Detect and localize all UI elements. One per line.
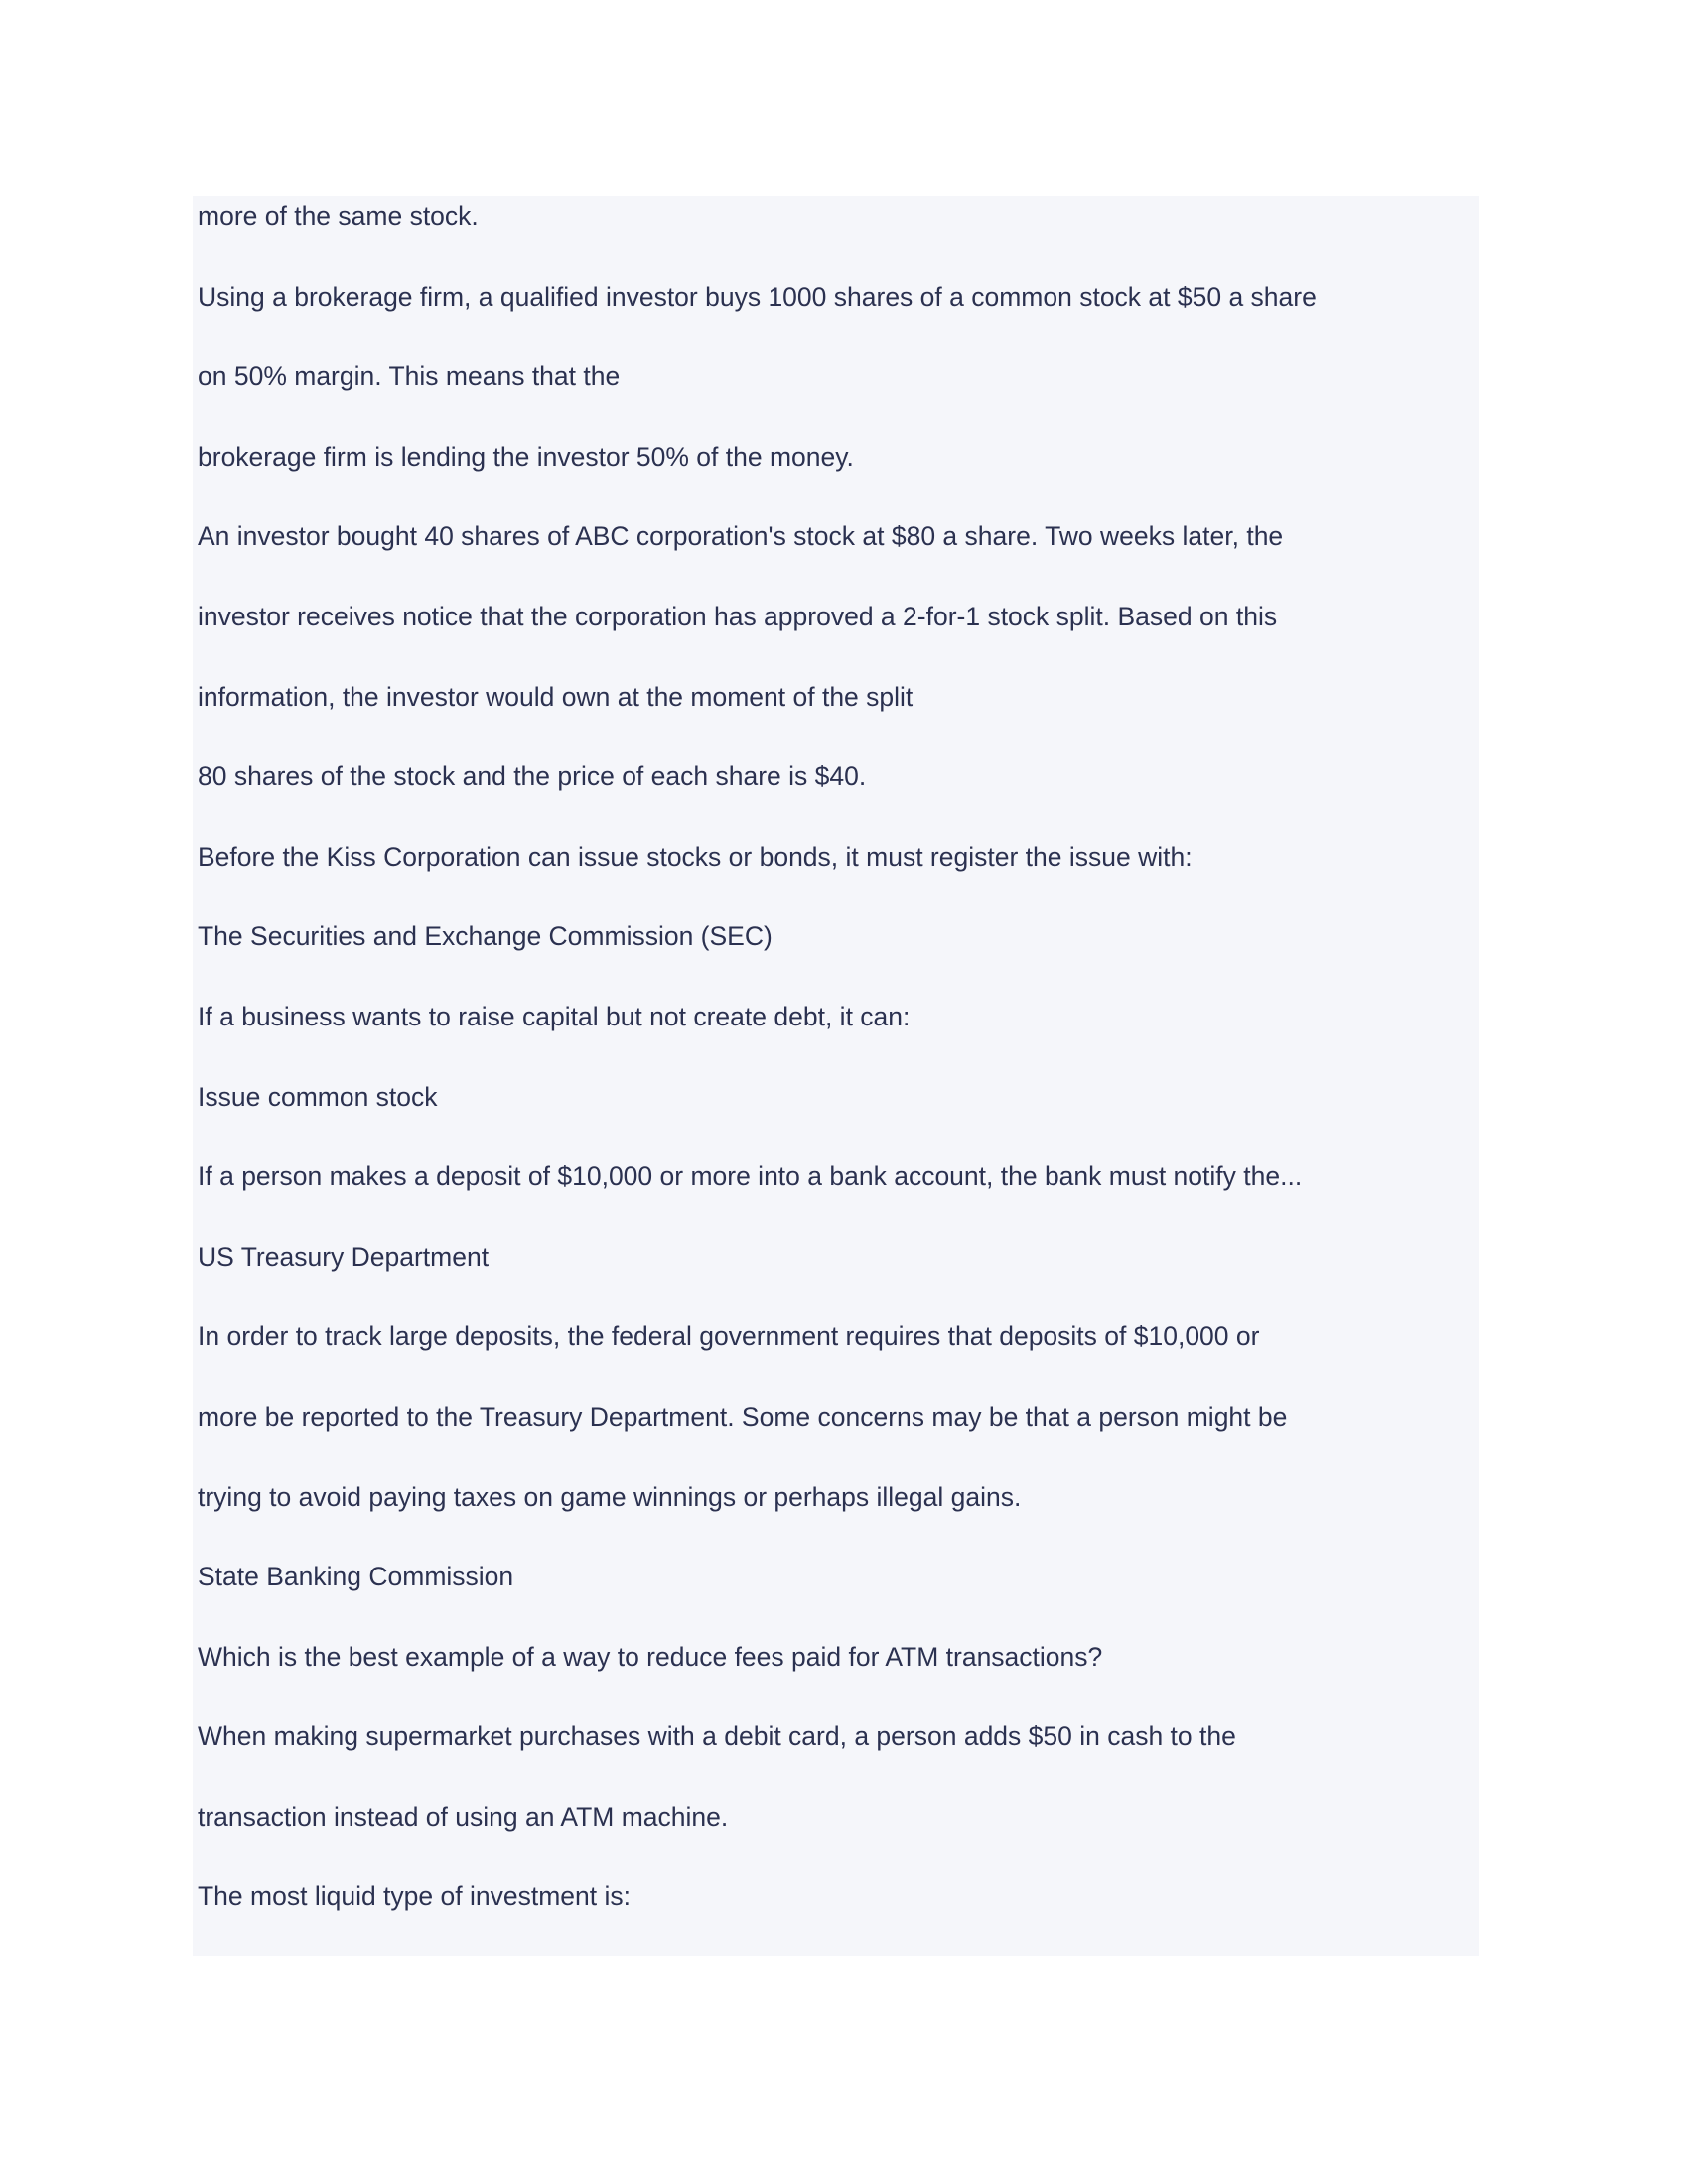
text-line: US Treasury Department [198,1241,490,1272]
document-body [198,177,1488,1937]
text-line: brokerage firm is lending the investor 50% of the money. [198,441,854,472]
text-line: The Securities and Exchange Commission (SEC) [198,921,773,952]
text-line: Using a brokerage firm, a qualified investor buys 1000 shares of a common stock at $50 a share [198,281,1317,312]
text-line: investor receives notice that the corporation has approved a 2-for-1 stock split. Based on this [198,601,1278,631]
text-line: Which is the best example of a way to reduce fees paid for ATM transactions? [198,1641,1103,1672]
text-line: When making supermarket purchases with a debit card, a person adds $50 in cash to the [198,1721,1236,1752]
text-line: State Banking Commission [198,1562,514,1592]
text-line: An investor bought 40 shares of ABC corporation's stock at $80 a share. Two weeks later, the [198,521,1284,552]
text-line: 80 shares of the stock and the price of each share is $40. [198,761,867,792]
text-line: Issue common stock [198,1081,438,1112]
text-line: transaction instead of using an ATM machine. [198,1801,729,1832]
text-line: more be reported to the Treasury Department. Some concerns may be that a person might be [198,1401,1288,1432]
text-line: In order to track large deposits, the federal government requires that deposits of $10,000 or [198,1321,1260,1352]
text-line: information, the investor would own at the moment of the split [198,681,914,712]
text-line: The most liquid type of investment is: [198,1881,631,1912]
text-line: more of the same stock. [198,202,479,231]
text-line: If a person makes a deposit of $10,000 or more into a bank account, the bank must notify the... [198,1161,1303,1192]
text-line: If a business wants to raise capital but not create debt, it can: [198,1001,911,1031]
text-line: on 50% margin. This means that the [198,361,621,392]
text-line: Before the Kiss Corporation can issue stocks or bonds, it must register the issue with: [198,841,1193,872]
text-line: trying to avoid paying taxes on game winnings or perhaps illegal gains. [198,1481,1022,1512]
